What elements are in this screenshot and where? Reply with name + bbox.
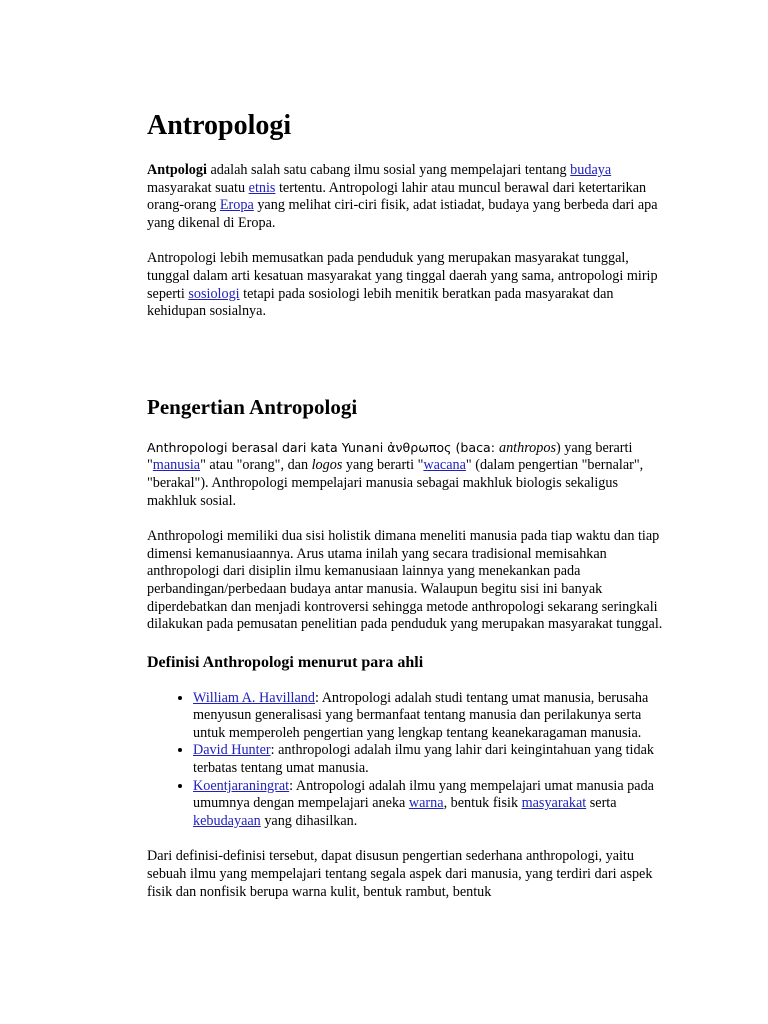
link-budaya[interactable]: budaya	[570, 162, 612, 178]
link-koentjaraningrat[interactable]: Koentjaraningrat	[193, 777, 290, 794]
list-item: • William A. Havilland: Antropologi adalah studi tentang umat manusia, berusaha menyusun generalisasi yang bermanfaat tentang manusia dan perilakunya serta untuk memperoleh pengertian yang lengkap tentang keanekaragaman manusia.	[193, 690, 667, 743]
list-item: • Koentjaraningrat: Antropologi adalah ilmu yang mempelajari umat manusia pada umumnya dengan mempelajari aneka warna, bentuk fisik masyarakat serta kebudayaan yang dihasilkan.	[193, 778, 667, 831]
link-hunter[interactable]: David Hunter	[193, 742, 271, 759]
intro-paragraph-2: Antropologi lebih memusatkan pada penduduk yang merupakan masyarakat tunggal, tunggal dalam arti kesatuan masyarakat yang tinggal daerah yang sama, antropologi mirip seperti sosiologi tetapi pada sosiologi lebih menitik beratkan pada masyarakat dan kehidupan sosialnya.	[147, 250, 658, 320]
link-masyarakat[interactable]: masyarakat	[521, 795, 587, 812]
page-title: Antropologi	[147, 110, 292, 141]
list-item: • David Hunter: anthropologi adalah ilmu yang lahir dari keingintahuan yang tidak terbatas tentang umat manusia.	[193, 742, 667, 777]
link-sosiologi[interactable]: sosiologi	[188, 285, 240, 302]
link-havilland[interactable]: William A. Havilland	[193, 689, 315, 706]
link-eropa[interactable]: Eropa	[219, 197, 254, 214]
definition-list	[147, 690, 667, 831]
spacer	[147, 339, 667, 393]
pengertian-paragraph-1: Anthropologi berasal dari kata Yunani ἀνθρωπος (baca: anthropos) yang berarti "manusia" atau "orang", dan logos yang berarti "wacana" (dalam pengertian "bernalar", "berakal"). Anthropologi mempelajari manusia sebagai makhluk biologis sekaligus makhluk sosial.	[147, 439, 644, 509]
intro-paragraph-1: Antpologi adalah salah satu cabang ilmu sosial yang mempelajari tentang budaya masyarakat suatu etnis tertentu. Antropologi lahir atau muncul berawal dari ketertarikan orang-orang Eropa yang melihat ciri-ciri fisik, adat istiadat, budaya yang berbeda dari apa yang dikenal di Eropa.	[147, 162, 658, 231]
link-etnis[interactable]: etnis	[248, 179, 276, 196]
document-page	[147, 108, 667, 919]
pengertian-paragraph-2: Anthropologi memiliki dua sisi holistik dimana meneliti manusia pada tiap waktu dan tiap dimensi kemanusiaannya. Arus utama inilah yang secara tradisional memisahkan anthropologi dari disiplin ilmu kemanusiaan lainnya yang menekankan pada perbandingan/perbedaan budaya antar manusia. Walaupun begitu sisi ini banyak diperdebatkan dan menjadi kontroversi sehingga metode anthropologi sekarang seringkali dilakukan pada pemusatan penelitian pada penduduk yang merupakan masyarakat tunggal.	[147, 528, 663, 633]
section-heading-definisi: Definisi Anthropologi menurut para ahli	[147, 653, 424, 671]
link-warna[interactable]: warna	[408, 795, 444, 812]
link-manusia[interactable]: manusia	[152, 457, 201, 474]
link-kebudayaan[interactable]: kebudayaan	[193, 812, 261, 829]
intro-term: Antpologi	[147, 162, 207, 178]
closing-paragraph: Dari definisi-definisi tersebut, dapat disusun pengertian sederhana anthropologi, yaitu sebuah ilmu yang mempelajari tentang segala aspek dari manusia, yang terdiri dari aspek fisik dan nonfisik berupa warna kulit, bentuk rambut, bentuk	[147, 848, 653, 900]
section-heading-pengertian: Pengertian Antropologi	[147, 394, 358, 419]
link-wacana[interactable]: wacana	[423, 457, 466, 474]
